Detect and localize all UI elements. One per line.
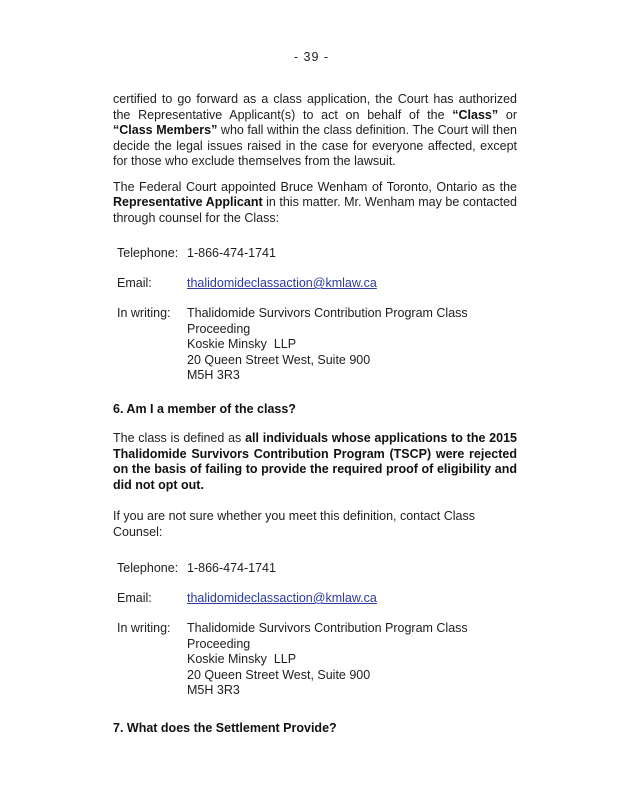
contact-block-class-counsel-1 — [113, 246, 517, 384]
page-number: - 39 - — [293, 50, 330, 64]
in-writing-label: In writing: — [117, 621, 171, 635]
email-row — [117, 591, 517, 607]
telephone-value: 1-866-474-1741 — [187, 561, 276, 575]
heading-question-6: 6. Am I a member of the class? — [113, 401, 296, 416]
telephone-row — [117, 561, 517, 577]
email-row — [117, 276, 517, 292]
contact-block-class-counsel-2 — [113, 561, 517, 699]
telephone-row — [117, 246, 517, 262]
mailing-address: Thalidomide Survivors Contribution Program Class Proceeding Koskie Minsky LLP 20 Queen Street West, Suite 900 M5H 3R3 — [187, 621, 468, 697]
page-content — [113, 0, 517, 736]
in-writing-row — [117, 621, 517, 699]
paragraph-class-certification: certified to go forward as a class application, the Court has authorized the Representative Applicant(s) to act on behalf of the “Class” or “Class Members” who fall within the class definition. The Court will then decide the legal issues raised in the case for everyone affected, except for those who exclude themselves from the lawsuit. — [113, 92, 517, 168]
in-writing-row — [117, 306, 517, 384]
telephone-label: Telephone: — [117, 561, 179, 575]
paragraph-contact-class-counsel: If you are not sure whether you meet this definition, contact Class Counsel: — [113, 509, 475, 539]
mailing-address: Thalidomide Survivors Contribution Program Class Proceeding Koskie Minsky LLP 20 Queen Street West, Suite 900 M5H 3R3 — [187, 306, 468, 382]
email-link[interactable]: thalidomideclassaction@kmlaw.ca — [187, 276, 377, 290]
in-writing-label: In writing: — [117, 306, 171, 320]
email-label: Email: — [117, 276, 152, 290]
email-label: Email: — [117, 591, 152, 605]
paragraph-class-definition: The class is defined as all individuals whose applications to the 2015 Thalidomide Survivors Contribution Program (TSCP) were rejected on the basis of failing to provide the required proof of eligibility and did not opt out. — [113, 431, 517, 492]
heading-question-7: 7. What does the Settlement Provide? — [113, 720, 337, 735]
telephone-label: Telephone: — [117, 246, 179, 260]
telephone-value: 1-866-474-1741 — [187, 246, 276, 260]
paragraph-representative-applicant: The Federal Court appointed Bruce Wenham of Toronto, Ontario as the Representative Applicant in this matter. Mr. Wenham may be contacted through counsel for the Class: — [113, 179, 517, 225]
email-link[interactable]: thalidomideclassaction@kmlaw.ca — [187, 591, 377, 605]
